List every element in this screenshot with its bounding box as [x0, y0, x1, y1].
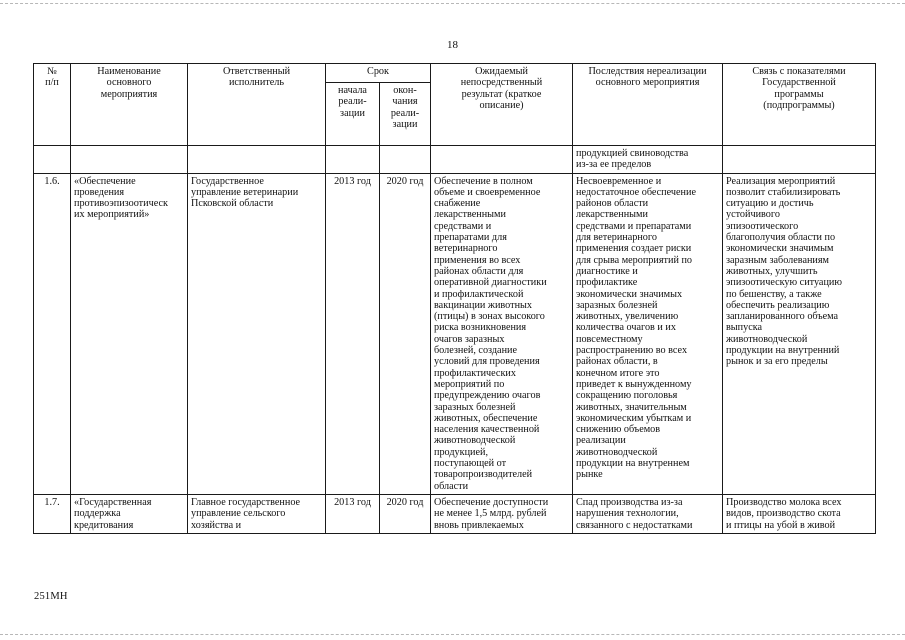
measures-table [33, 63, 876, 534]
header-link: Связь с показателями Государственной программы (подпрограммы) [723, 64, 876, 146]
header-name: Наименование основного мероприятия [71, 64, 188, 146]
header-consequences: Последствия нереализации основного мероприятия [573, 64, 723, 146]
header-executor: Ответственный исполнитель [188, 64, 326, 146]
scan-edge-top [0, 3, 905, 5]
row-end: 2020 год [380, 494, 431, 533]
row-link: Реализация мероприятий позволит стабилизировать ситуацию и достичь устойчивого эпизоотического благополучия области по экономически значимым заразным заболеваниям животных, улучшить эпизоотическую ситуацию по бешенству, а также обеспечить реализацию запланированного объема выпуска животноводческой продукции на внутренний рынок и за его пределы [723, 173, 876, 494]
row-consequences: Несвоевременное и недостаточное обеспечение районов области лекарственными средствами и препаратами для ветеринарного применения создает риски для срыва мероприятий по диагностике и профилактике экономически значимых заразных болезней животных, увеличению количества очагов и их повсеместному распространению во всех районах области, в конечном итоге это приведет к вынужденному сокращению поголовья животных, значительным экономическим убыткам и снижению объемов реализации животноводческой продукции на внутреннем рынке [573, 173, 723, 494]
row-name: «Государственная поддержка кредитования [71, 494, 188, 533]
row-num: 1.6. [34, 173, 71, 494]
header-row [34, 64, 876, 83]
row-link: Производство молока всех видов, производство скота и птицы на убой в живой [723, 494, 876, 533]
header-term-end: окон- чания реали- зации [380, 83, 431, 146]
row-num: 1.7. [34, 494, 71, 533]
header-term-start: начала реали- зации [326, 83, 380, 146]
row-end: 2020 год [380, 173, 431, 494]
header-expected: Ожидаемый непосредственный результат (краткое описание) [431, 64, 573, 146]
document-code: 251МН [34, 591, 68, 602]
continuation-consequences: продукцией свиноводства из-за ее пределов [573, 146, 723, 174]
row-executor: Главное государственное управление сельского хозяйства и [188, 494, 326, 533]
table-row [34, 173, 876, 494]
table-row [34, 494, 876, 533]
row-consequences: Спад производства из-за нарушения технологии, связанного с недостатками [573, 494, 723, 533]
row-start: 2013 год [326, 173, 380, 494]
row-name: «Обеспечение проведения противоэпизоотическ их мероприятий» [71, 173, 188, 494]
row-expected: Обеспечение в полном объеме и своевременное снабжение лекарственными средствами и препаратами для ветеринарного применения во всех районах области для оперативной диагностики и профилактической вакцинации животных (птицы) в зонах высокого риска возникновения очагов заразных болезней, создание условий для проведения профилактических мероприятий по предупреждению очагов заразных болезней животных, обеспечение населения качественной животноводческой продукцией, поступающей от товаропроизводителей области [431, 173, 573, 494]
continuation-row [34, 146, 876, 174]
row-expected: Обеспечение доступности не менее 1,5 млрд. рублей вновь привлекаемых [431, 494, 573, 533]
page-number: 18 [447, 39, 458, 51]
header-num: № п/п [34, 64, 71, 146]
header-term: Срок [326, 64, 431, 83]
row-executor: Государственное управление ветеринарии Псковской области [188, 173, 326, 494]
scan-edge-bottom [0, 634, 905, 636]
row-start: 2013 год [326, 494, 380, 533]
